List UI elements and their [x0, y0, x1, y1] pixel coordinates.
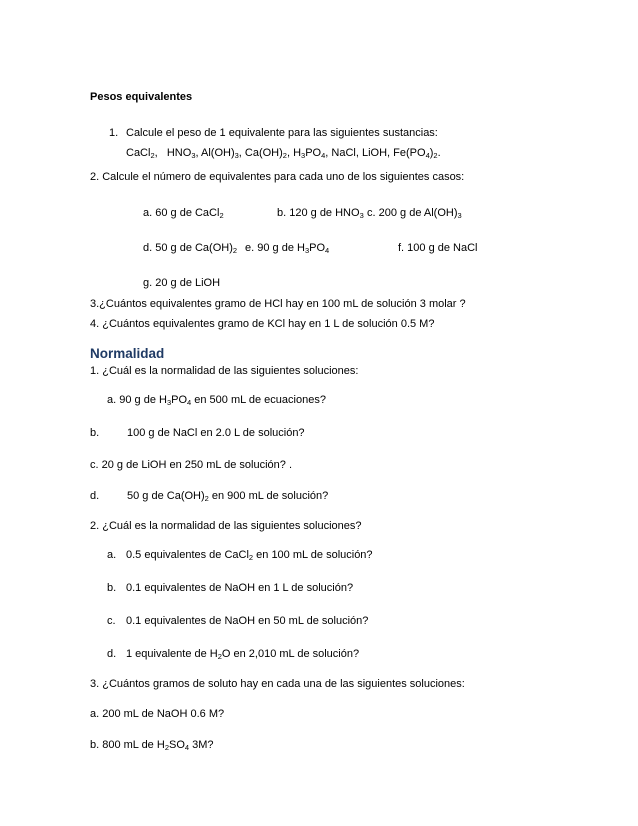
question-2-text: 2. Calcule el número de equivalentes para cada uno de los siguientes casos: — [90, 171, 465, 183]
normalidad-question-1-text: 1. ¿Cuál es la normalidad de las siguientes soluciones: — [90, 365, 359, 377]
question-2-item-a: a. 60 g de CaCl$_2$ — [143, 207, 224, 220]
normalidad-q1-item-b: 100 g de NaCl en 2.0 L de solución? — [127, 427, 305, 439]
normalidad-q2-item-a: 0.5 equivalentes de CaCl$_2$ en 100 mL de solución? — [126, 549, 373, 562]
normalidad-q2-item-c-label: c. — [107, 615, 116, 627]
question-2-item-e: e. 90 g de $H_3PO_4$ — [245, 242, 330, 255]
normalidad-q2-item-d-label: d. — [107, 648, 117, 660]
question-2-item-d: d. 50 g de $Ca(OH)_2$ — [143, 242, 238, 255]
question-3-text: 3.¿Cuántos equivalentes gramo de HCl hay en 100 mL de solución 3 molar ? — [90, 298, 466, 310]
question-1-text: Calcule el peso de 1 equivalente para las siguientes sustancias: — [126, 127, 438, 139]
question-2-item-f: f. 100 g de NaCl — [398, 242, 478, 254]
normalidad-q2-item-d: 1 equivalente de $H_2O$ en 2,010 mL de solución? — [126, 648, 360, 661]
question-1-substances: CaCl$_2$, $HNO_3$, $Al(OH)_3$, $Ca(OH)_2$, $H_3PO_4$, NaCl, LiOH, $Fe(PO_4)_2$. — [126, 147, 441, 160]
section-title-normalidad: Normalidad — [90, 346, 165, 361]
normalidad-question-2-text: 2. ¿Cuál es la normalidad de las siguientes soluciones? — [90, 520, 362, 532]
normalidad-q2-item-c: 0.1 equivalentes de NaOH en 50 mL de solución? — [126, 615, 369, 627]
question-1-number: 1. — [109, 127, 119, 139]
question-2-item-c: c. 200 g de $Al(OH)_3$ — [367, 207, 462, 220]
normalidad-question-3-text: 3. ¿Cuántos gramos de soluto hay en cada una de las siguientes soluciones: — [90, 678, 465, 690]
question-2-item-g: g. 20 g de LiOH — [143, 277, 221, 289]
normalidad-q2-item-b: 0.1 equivalentes de NaOH en 1 L de solución? — [126, 582, 354, 594]
question-4-text: 4. ¿Cuántos equivalentes gramo de KCl hay en 1 L de solución 0.5 M? — [90, 318, 435, 330]
section-title-pesos-equivalentes: Pesos equivalentes — [90, 91, 193, 103]
normalidad-q2-item-b-label: b. — [107, 582, 117, 594]
question-2-item-b: b. 120 g de $HNO_3$ — [277, 207, 364, 220]
normalidad-q1-item-a: a. 90 g de $H_3PO_4$ en 500 mL de ecuaciones? — [107, 394, 326, 407]
normalidad-q1-item-d: 50 g de $Ca(OH)_2$ en 900 mL de solución? — [127, 490, 329, 503]
normalidad-q1-item-d-label: d. — [90, 490, 100, 502]
normalidad-q3-item-b: b. 800 mL de $H_2SO_4$ 3M? — [90, 739, 214, 752]
normalidad-q2-item-a-label: a. — [107, 549, 117, 561]
normalidad-q1-item-b-label: b. — [90, 427, 100, 439]
normalidad-q1-item-c: c. 20 g de LiOH en 250 mL de solución? . — [90, 459, 292, 471]
normalidad-q3-item-a: a. 200 mL de NaOH 0.6 M? — [90, 708, 225, 720]
